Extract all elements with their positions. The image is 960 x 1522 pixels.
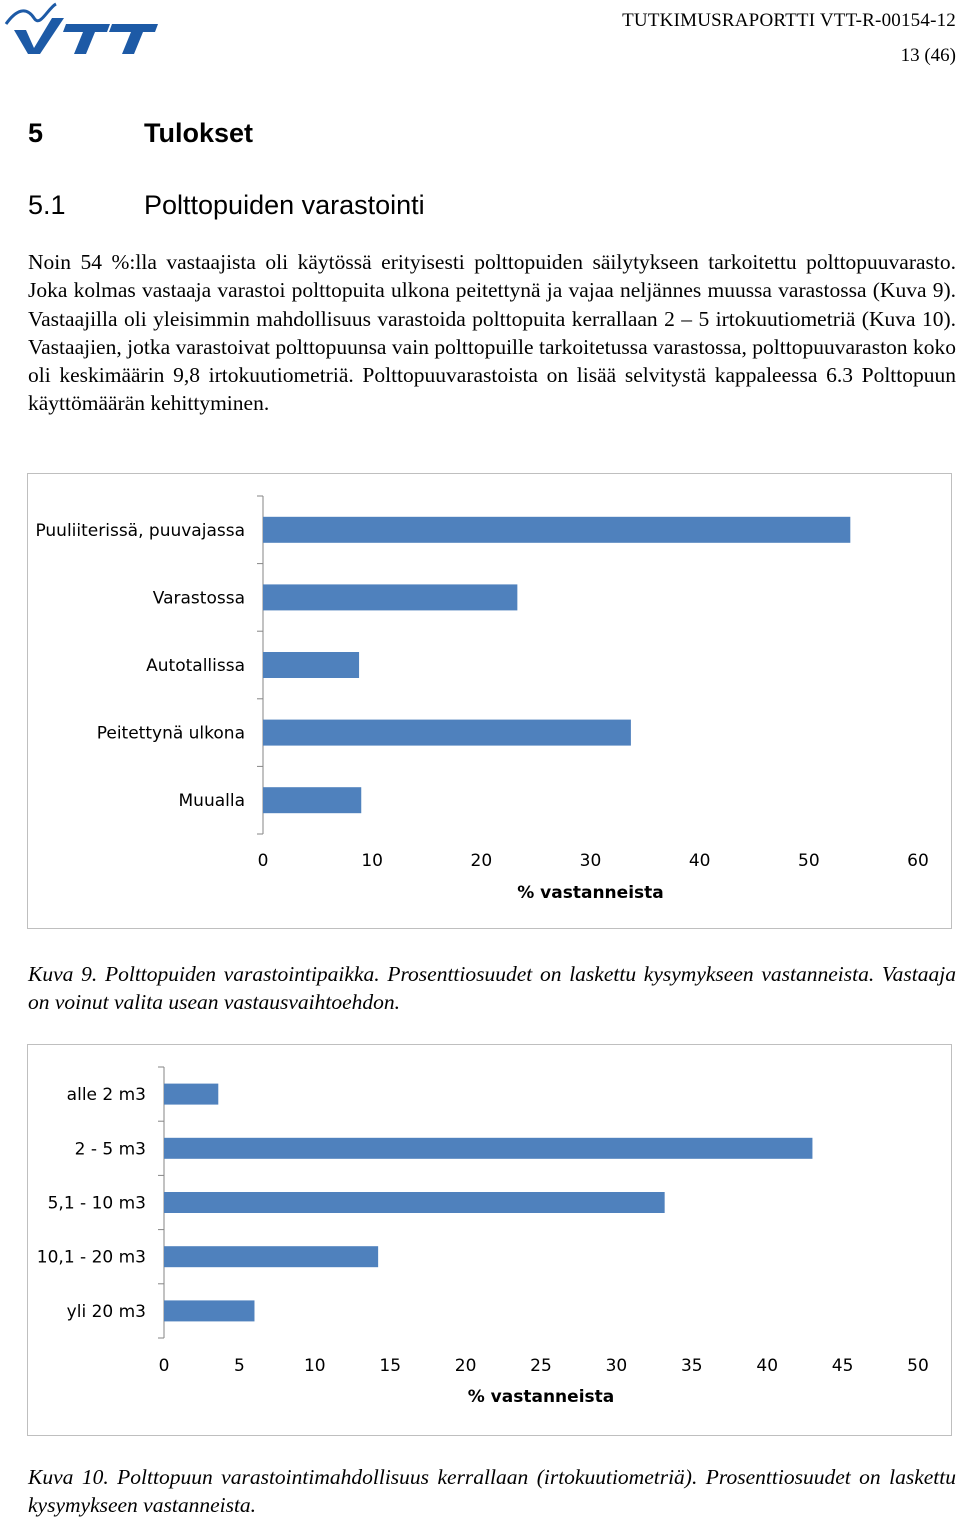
section-title: Tulokset	[144, 118, 254, 148]
chart-storage-location-svg	[28, 474, 953, 930]
bar	[263, 517, 850, 543]
subsection-number: 5.1	[28, 190, 66, 220]
x-tick-label: 40	[688, 851, 711, 871]
x-tick-label: 20	[454, 1356, 477, 1376]
bar	[164, 1246, 378, 1267]
x-tick-label: 10	[303, 1356, 326, 1376]
bar	[164, 1192, 665, 1213]
category-label: Varastossa	[152, 588, 245, 609]
bar	[263, 652, 359, 678]
x-tick-label: 45	[831, 1356, 854, 1376]
section-heading	[28, 118, 253, 149]
body-paragraph: Noin 54 %:lla vastaajista oli käytössä erityisesti polttopuiden säilytykseen tarkoitettu polttopuuvarasto. Joka kolmas vastaaja varastoi polttopuita ulkona peitettynä ja vajaa neljännes muussa varastossa (Kuva 9). Vastaajilla oli yleisimmin mahdollisuus varastoida polttopuita kerrallaan 2 – 5 irtokuutiometriä (Kuva 10). Vastaajien, jotka varastoivat polttopuunsa vain polttopuille tarkoitetussa varastossa, polttopuuvaraston koko oli keskimäärin 9,8 irtokuutiometriä. Polttopuuvarastoista on lisää selvitystä kappaleessa 6.3 Polttopuun käyttömäärän kehittyminen.	[28, 250, 956, 416]
category-label: 5,1 - 10 m3	[47, 1193, 146, 1214]
x-tick-label: 25	[530, 1356, 552, 1376]
category-label: alle 2 m3	[66, 1085, 146, 1106]
bar	[164, 1300, 254, 1321]
category-label: yli 20 m3	[66, 1301, 146, 1322]
bar	[164, 1138, 812, 1159]
x-tick-label: 15	[379, 1356, 402, 1376]
x-tick-label: 50	[798, 851, 820, 871]
category-label: Peitettynä ulkona	[96, 723, 245, 744]
x-axis-title: % vastanneista	[467, 1387, 615, 1407]
x-tick-label: 35	[680, 1356, 703, 1376]
figure-10-caption: Kuva 10. Polttopuun varastointimahdollisuus kerrallaan (irtokuutiometriä). Prosenttiosuudet on laskettu kysymykseen vastanneista.	[28, 1465, 956, 1518]
subsection-title: Polttopuiden varastointi	[144, 190, 425, 220]
category-label: 2 - 5 m3	[74, 1139, 146, 1160]
x-tick-label: 10	[361, 851, 383, 871]
x-tick-label: 20	[470, 851, 493, 871]
x-tick-label: 0	[158, 1356, 170, 1376]
page-number: 13 (46)	[900, 45, 956, 66]
x-tick-label: 30	[605, 1356, 628, 1376]
x-tick-label: 50	[907, 1356, 929, 1376]
x-tick-label: 0	[257, 851, 269, 871]
category-label: Puuliiterissä, puuvajassa	[35, 520, 245, 541]
bar	[263, 787, 361, 813]
subsection-heading	[28, 190, 425, 221]
category-label: Muualla	[178, 791, 245, 812]
category-label: Autotallissa	[146, 656, 245, 676]
chart-storage-capacity	[27, 1044, 952, 1436]
chart-storage-capacity-svg	[28, 1045, 953, 1437]
bar	[164, 1084, 218, 1105]
x-tick-label: 30	[579, 851, 602, 871]
x-tick-label: 60	[907, 851, 929, 871]
bar	[263, 584, 517, 610]
vtt-logo	[4, 2, 160, 54]
category-label: 10,1 - 20 m3	[36, 1247, 146, 1268]
figure-9-caption: Kuva 9. Polttopuiden varastointipaikka. Prosenttiosuudet on laskettu kysymykseen vastanneista. Vastaaja on voinut valita usean vastausvaihtoehdon.	[28, 962, 956, 1015]
chart-storage-location	[27, 473, 952, 929]
x-tick-label: 5	[233, 1356, 245, 1376]
x-tick-label: 40	[756, 1356, 779, 1376]
report-id: TUTKIMUSRAPORTTI VTT-R-00154-12	[622, 10, 956, 31]
x-axis-title: % vastanneista	[517, 883, 664, 903]
bar	[263, 720, 631, 746]
section-number: 5	[28, 118, 44, 148]
